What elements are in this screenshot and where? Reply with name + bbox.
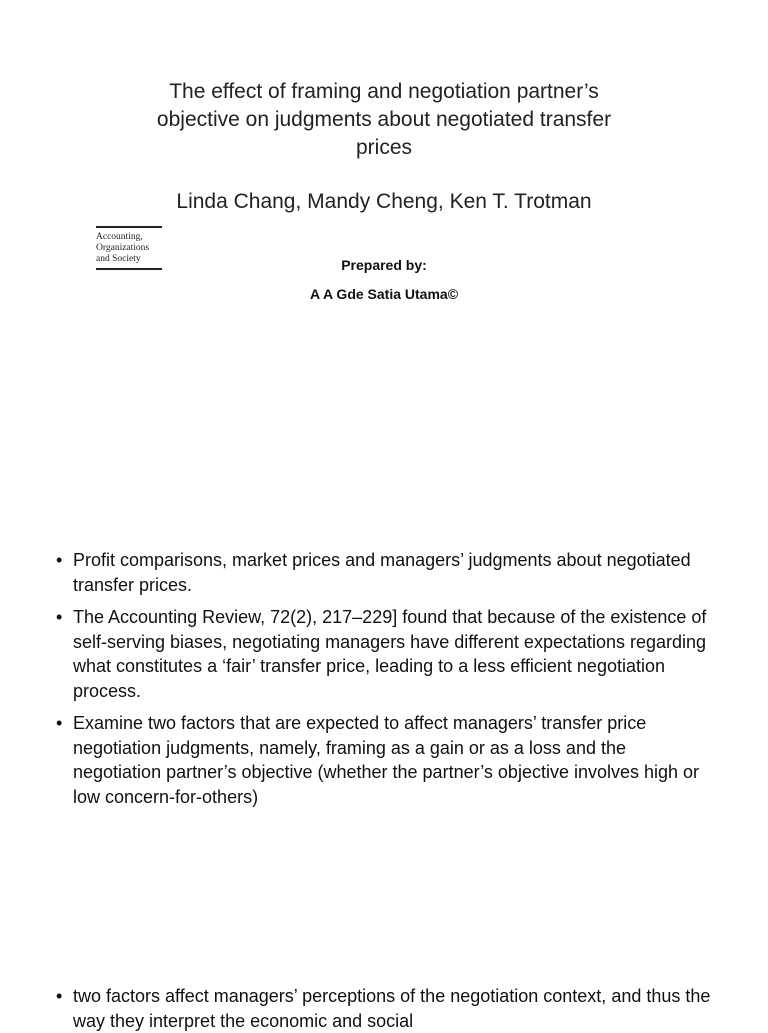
bullet-icon: • [56, 713, 63, 733]
title-line: The effect of framing and negotiation partner’s [169, 80, 599, 103]
journal-logo [96, 226, 162, 270]
authors: Linda Chang, Mandy Cheng, Ken T. Trotman [176, 190, 592, 213]
title-line: objective on judgments about negotiated transfer [156, 108, 612, 131]
bullet-icon: • [56, 550, 63, 570]
bullet-item [56, 548, 716, 597]
bullet-list [56, 548, 716, 817]
prepared-by-label: Prepared by: [341, 257, 427, 273]
bullet-text: The Accounting Review, 72(2), 217–229] found that because of the existence of self-serving biases, negotiating managers have different expectations regarding what constitutes a ‘fair’ transfer price, leading to a less efficient negotiation process. [73, 607, 707, 701]
bullet-item [56, 984, 716, 1033]
bullet-item [56, 605, 716, 703]
presenter-name: A A Gde Satia Utama© [309, 286, 459, 302]
bullet-icon: • [56, 986, 63, 1006]
bullet-text: two factors affect managers’ perceptions of the negotiation context, and thus the way they interpret the economic and social [73, 986, 711, 1031]
bullet-icon: • [56, 607, 63, 627]
journal-logo-line: Accounting, [96, 232, 143, 242]
journal-logo-line: and Society [96, 254, 141, 264]
title-line: prices [355, 136, 413, 159]
bullet-item [56, 711, 716, 809]
bullet-list [56, 984, 716, 1033]
presentation-title [100, 78, 668, 162]
bullet-text: Examine two factors that are expected to affect managers’ transfer price negotiation judgments, namely, framing as a gain or as a loss and the negotiation partner’s objective (whether the partner’s objective involves high or low concern-for-others) [73, 713, 700, 807]
journal-logo-line: Organizations [96, 243, 150, 253]
bullet-text: Profit comparisons, market prices and managers’ judgments about negotiated transfer prices. [73, 550, 691, 595]
